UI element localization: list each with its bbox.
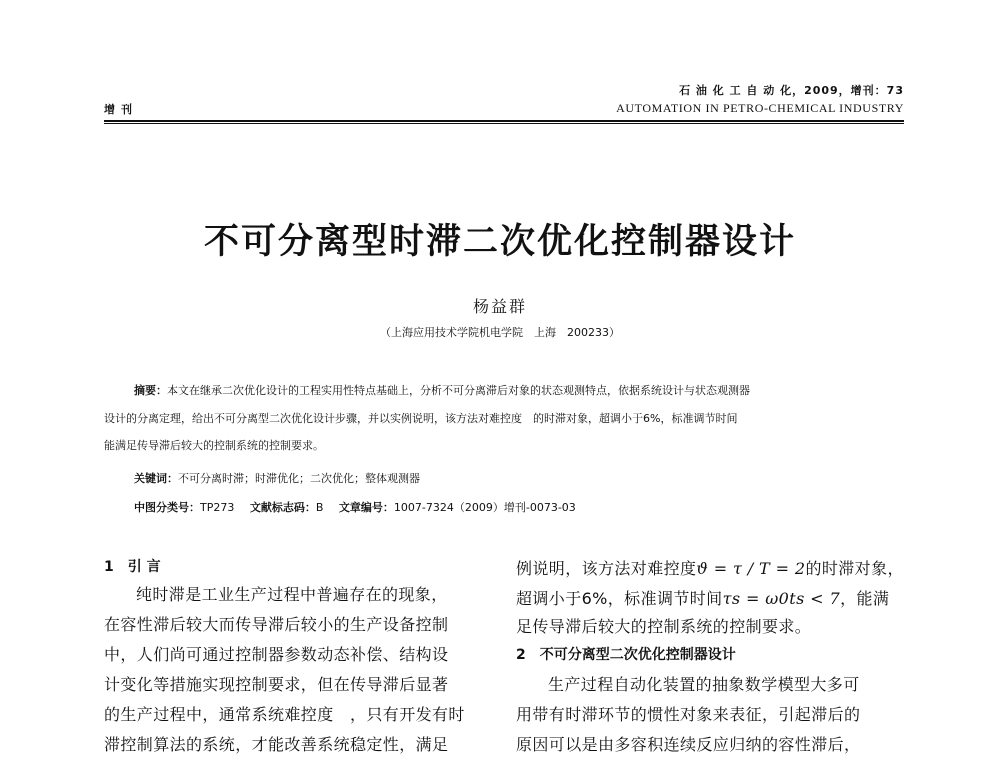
design-line-2: 用带有时滞环节的惯性对象来表征，引起滞后的 [516,705,861,724]
difficulty-formula: ϑ = τ / T = 2 [696,559,806,578]
doc-code-value: B [315,501,324,514]
section-heading-design: 2 不可分离型二次优化控制器设计 [516,647,736,663]
intro-line-1: 纯时滞是工业生产过程中普遍存在的现象， [136,585,448,604]
header-rule-thin [104,123,904,124]
section-heading-intro: 1 引 言 [104,559,161,575]
right-line-1-post: 的时滞对象， [805,559,904,578]
intro-line-4: 计变化等措施实现控制要求，但在传导滞后显著 [104,675,449,694]
keywords-label: 关键词： [134,472,178,485]
right-line-1 [516,556,904,579]
clc-label: 中图分类号： [134,501,200,514]
design-line-1: 生产过程自动化装置的抽象数学模型大多可 [548,675,860,694]
keywords [134,470,420,486]
abstract-text-1: 本文在继承二次优化设计的工程实用性特点基础上，分析不可分离滞后对象的状态观测特点，依据系统设计与状态观测器 [167,384,750,397]
abstract-label: 摘要： [134,384,167,397]
design-line-3: 原因可以是由多容积连续反应归纳的容性滞后， [516,735,861,754]
issue-label: 增刊 [104,103,138,116]
journal-name-cn: 石 油 化 工 自 动 化，2009，增刊：73 [679,84,904,97]
intro-line-2: 在容性滞后较大而传导滞后较小的生产设备控制 [104,615,449,634]
intro-line-3: 中，人们尚可通过控制器参数动态补偿、结构设 [104,645,449,664]
right-line-2-post: ，能满 [840,589,890,608]
doc-code-label: 文献标志码： [249,501,316,514]
affiliation: （上海应用技术学院机电学院 上海 200233） [380,326,620,339]
header-rule [104,120,904,122]
right-line-1-pre: 例说明，该方法对难控度 [516,559,697,578]
article-no-value: 1007-7324（2009）增刊-0073-03 [393,501,576,514]
intro-line-5: 的生产过程中，通常系统难控度 ，只有开发有时 [104,705,465,724]
settling-time-formula: τs = ω0ts < 7 [722,589,841,608]
right-line-2-pre: 超调小于6%，标准调节时间 [516,589,723,608]
right-line-3: 足传导滞后较大的控制系统的控制要求。 [516,617,812,636]
keywords-text: 不可分离时滞；时滞优化；二次优化；整体观测器 [178,472,420,485]
abstract-line-2: 设计的分离定理，给出不可分离型二次优化设计步骤，并以实例说明，该方法对难控度 的时滞对象，超调小于6%，标准调节时间 [104,412,738,425]
clc-value: TP273 [200,501,235,514]
article-no-label: 文章编号： [338,501,394,514]
paper-title: 不可分离型时滞二次优化控制器设计 [203,222,796,262]
journal-name-en: AUTOMATION IN PETRO-CHEMICAL INDUSTRY [616,101,904,115]
right-line-2 [516,586,889,609]
classification [134,499,576,515]
author-name: 杨益群 [472,297,527,316]
abstract-line-3: 能满足传导滞后较大的控制系统的控制要求。 [104,439,324,452]
abstract-line-1 [134,382,750,398]
intro-line-6: 滞控制算法的系统，才能改善系统稳定性，满足 [104,735,449,754]
